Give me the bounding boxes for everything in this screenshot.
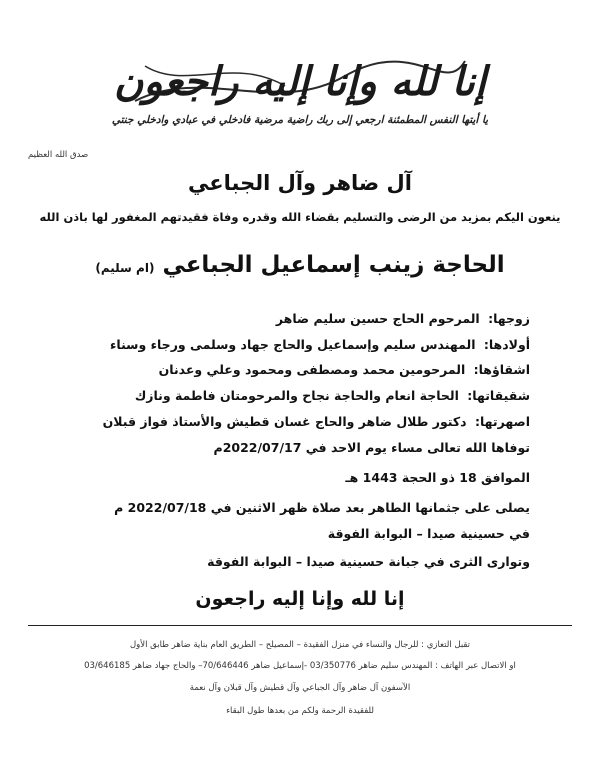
calligraphy-text: إنا لله وإنا إليه راجعون [113, 57, 487, 105]
death-date: توفاها الله تعالى مساء يوم الاحد في 2022/07/17م [213, 440, 530, 455]
relative-label: اصهرتها: [474, 414, 530, 429]
divider [28, 625, 572, 626]
phone-info: او الاتصال عبر الهاتف : المهندس سليم ضاهر 03/350776 -إسماعيل ضاهر 70/646446– والحاج جهاد ضاهر 03/646185 [84, 661, 516, 671]
relative-children [50, 337, 530, 352]
blessing: للفقيدة الرحمة ولكم من بعدها طول البقاء [226, 706, 374, 716]
relative-value: المهندس سليم وإسماعيل والحاج جهاد وسلمى ورجاء وسناء [110, 337, 476, 352]
relative-label: أولادها: [483, 337, 530, 352]
relative-value: المرحومين محمد ومصطفى ومحمود وعلي وعدنان [158, 362, 466, 377]
relative-value: دكتور طلال ضاهر والحاج غسان قطيش والأستاذ فواز قبلان [102, 414, 467, 429]
mourners: الآسفون آل ضاهر وآل الجباعي وآل قطيش وآل قبلان وآل نعمة [189, 683, 411, 693]
closing-phrase: إنا لله وإنا إليه راجعون [195, 588, 405, 610]
relative-value: المرحوم الحاج حسين سليم ضاهر [275, 311, 480, 326]
prayer-place: في حسينية صيدا – البوابة الفوقة [327, 526, 530, 541]
relative-value: الحاجة انعام والحاجة نجاح والمرحومتان فاطمة ونازك [134, 388, 459, 403]
calligraphy-header [113, 46, 487, 116]
relative-label: شقيقاتها: [467, 388, 530, 403]
hijri-date: الموافق 18 ذو الحجة 1443 هـ [345, 470, 530, 485]
relative-brothers [50, 362, 530, 377]
deceased-fullname: الحاجة زينب إسماعيل الجباعي [162, 252, 505, 278]
relative-sons-in-law [50, 414, 530, 429]
relative-husband [50, 311, 530, 326]
relative-label: زوجها: [488, 311, 530, 326]
burial-place: وتوارى الثرى في جبانة حسينية صيدا – البوابة الفوقة [207, 554, 530, 569]
relative-label: اشقاؤها: [473, 362, 530, 377]
prayer-time: يصلى على جثمانها الطاهر بعد صلاة ظهر الاثنين في 2022/07/18 م [114, 500, 530, 515]
sadaqa-text: صدق الله العظيم [28, 150, 89, 160]
relative-sisters [50, 388, 530, 403]
family-title: آل ضاهر وآل الجباعي [188, 171, 412, 195]
deceased-name [0, 252, 600, 278]
deceased-kunya: (ام سليم) [95, 261, 155, 275]
announcement: ينعون اليكم بمزيد من الرضى والتسليم بقضاء الله وقدره وفاة فقيدتهم المغفور لها باذن الله [39, 210, 561, 224]
condolences-info: تقبل التعازي : للرجال والنساء في منزل الفقيدة – المصيلح – الطريق العام بناية ضاهر طابق الأول [129, 640, 471, 650]
quran-verse: يا أيتها النفس المطمئنة ارجعي إلى ربك راضية مرضية فادخلي في عبادي وادخلي جنتي [111, 114, 489, 126]
